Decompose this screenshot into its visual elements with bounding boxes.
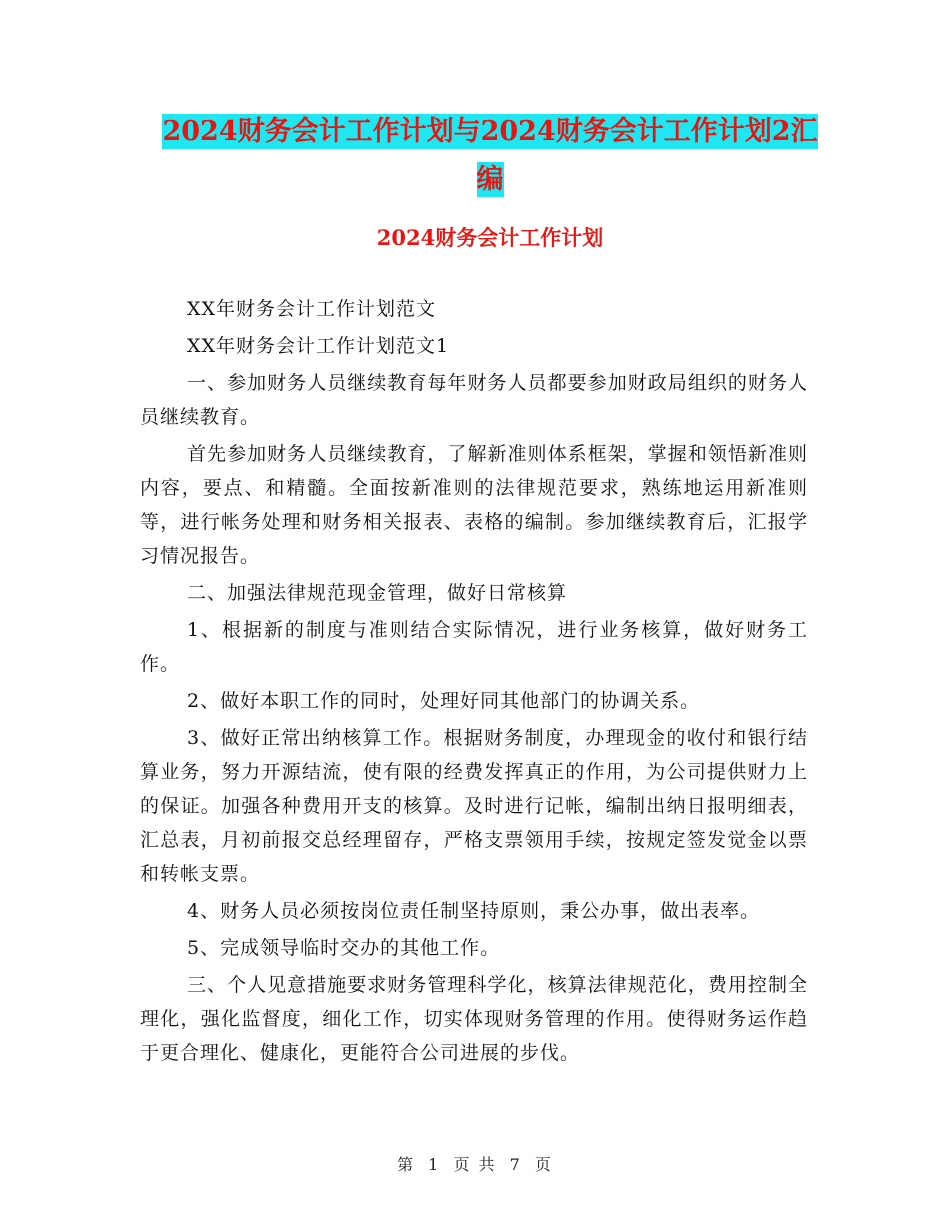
paragraph: 4、财务人员必须按岗位责任制坚持原则，秉公办事，做出表率。 — [187, 900, 761, 922]
title-line-1: 2024财务会计工作计划与2024财务会计工作计划2汇 — [162, 116, 818, 147]
paragraph: 5、完成领导临时交办的其他工作。 — [187, 937, 501, 959]
page-footer — [0, 1152, 950, 1175]
paragraph: 二、加强法律规范现金管理，做好日常核算 — [187, 582, 568, 604]
page-number: 1 — [428, 1155, 441, 1174]
paragraph: XX年财务会计工作计划范文 — [187, 298, 437, 320]
paragraph: 首先参加财务人员继续教育，了解新准则体系框架，掌握和领悟新准则内容，要点、和精髓。全面按新准则的法律规范要求，熟练地运用新准则等，进行帐务处理和财务相关报表、表格的编制。参加继续教育后，汇报学习情况报告。 — [140, 443, 808, 567]
footer-prefix: 第 — [397, 1155, 416, 1174]
paragraph: 三、个人见意措施要求财务管理科学化，核算法律规范化，费用控制全理化，强化监督度，细化工作，切实体现财务管理的作用。使得财务运作趋于更合理化、健康化，更能符合公司进展的步伐。 — [140, 974, 808, 1064]
paragraph: 2、做好本职工作的同时，处理好同其他部门的协调关系。 — [187, 690, 701, 712]
total-pages: 7 — [509, 1155, 522, 1174]
document-title — [140, 108, 840, 204]
document-body — [140, 292, 808, 1073]
paragraph: 3、做好正常出纳核算工作。根据财务制度，办理现金的收付和银行结算业务，努力开源结流，使有限的经费发挥真正的作用，为公司提供财力上的保证。加强各种费用开支的核算。及时进行记帐，编制出纳日报明细表，汇总表，月初前报交总经理留存，严格支票领用手续，按规定签发觉金以票和转帐支票。 — [140, 727, 808, 885]
footer-suffix: 页 — [534, 1155, 553, 1174]
section-title: 2024财务会计工作计划 — [376, 225, 604, 250]
footer-middle: 页 共 — [453, 1155, 497, 1174]
paragraph: 1、根据新的制度与准则结合实际情况，进行业务核算，做好财务工作。 — [140, 619, 808, 675]
paragraph: XX年财务会计工作计划范文1 — [187, 335, 450, 357]
paragraph: 一、参加财务人员继续教育每年财务人员都要参加财政局组织的财务人员继续教育。 — [140, 372, 808, 428]
title-line-2: 编 — [476, 164, 504, 195]
